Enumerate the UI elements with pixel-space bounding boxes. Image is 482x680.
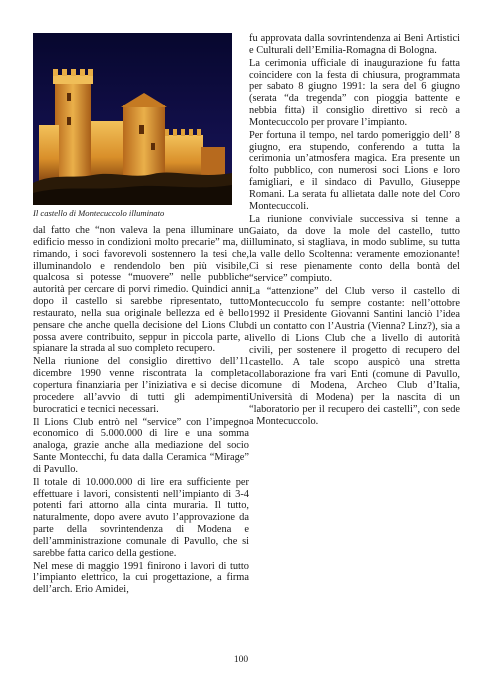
castle-photo (33, 33, 232, 205)
paragraph: Nel mese di maggio 1991 finirono i lavori di tutto l’impianto elettrico, la cui progettazione, a firma dell’arch. Erio Amidei, (33, 560, 249, 596)
paragraph: Il totale di 10.000.000 di lire era sufficiente per effettuare i lavori, consistenti nell’impianto di 3-4 potenti fari attorno alla cinta muraria. Il tutto, naturalmente, dopo avere avuto l’approvazione da parte della sovrintendenza di Modena e dell’amministrazione comunale di Pavullo, che si sarebbe fatta carico della gestione. (33, 476, 249, 559)
castle-night-photo-icon (33, 33, 232, 205)
paragraph: Nella riunione del consiglio direttivo dell’11 dicembre 1990 venne riscontrata la completa copertura finanziaria per l’iniziativa e si decise di procedere all’avvio di tutti gli adempimenti burocratici e tecnici necessari. (33, 356, 249, 415)
paragraph: Il Lions Club entrò nel “service” con l’impegno economico di 5.000.000 di lire e una somma analoga, grazie anche alla mediazione del socio Sante Montecchi, fu data dalla Ceramica “Mirage” di Pavullo. (33, 416, 249, 475)
paragraph: La riunione conviviale successiva si tenne a Gaiato, da dove la mole del castello, tutto illuminato, si stagliava, in modo sublime, su tutta la valle dello Scoltenna: veramente emozionante! Ci si rese pienamente conto della bontà del “service” compiuto. (249, 213, 460, 284)
photo-caption: Il castello di Montecuccolo illuminato (33, 208, 165, 218)
text-column-right (249, 33, 460, 429)
paragraph: La “attenzione” del Club verso il castello di Montecuccolo fu sempre costante: nell’ottobre 1992 il Presidente Giovanni Santini lanciò l’idea di un contatto con l’Austria (Vienna? Linz?), sia a livello di Lions Club che a livello di autorità civili, per sostenere il progetto di recupero del castello. A tale scopo auspicò una stretta collaborazione fra vari Enti (comune di Pavullo, comune di Modena, Archeo Club d’Italia, Università di Modena) per la nascita di un “laboratorio per il recupero dei castelli”, con sede a Montecuccolo. (249, 285, 460, 427)
paragraph: La cerimonia ufficiale di inaugurazione fu fatta coincidere con la festa di chiusura, programmata per sabato 8 giugno 1991: la sera del 6 giugno (serata “da tregenda” con pioggia battente e nebbia fitta) il consiglio direttivo si recò a Montecuccolo per provare l’impianto. (249, 57, 460, 128)
paragraph: Per fortuna il tempo, nel tardo pomeriggio dell’ 8 giugno, era stupendo, conferendo a tutta la cerimonia un’atmosfera magica. Era presente un folto pubblico, con numerosi soci Lions e loro famigliari, e il sindaco di Pavullo, Giuseppe Romani. La serata fu allietata dalle note del Coro Montecuccoli. (249, 129, 460, 212)
page-number: 100 (233, 655, 249, 665)
text-column-left (33, 225, 249, 597)
paragraph: fu approvata dalla sovrintendenza ai Beni Artistici e Culturali dell’Emilia-Romagna di Bologna. (249, 33, 460, 56)
paragraph: dal fatto che “non valeva la pena illuminare un edificio messo in condizioni molto precarie” ma, di rimando, i soci favorevoli sostennero la tesi che, illuminandolo e rendendolo ben più visibile, qualcosa si potesse “muovere” nelle pubbliche autorità per cercare di porvi rimedio. Quindici anni dopo il castello si sarebbe ripresentato, tutto restaurato, nella sua originale bellezza ed è bello pensare che anche quella decisione del Lions Club possa avere contribuito, seppur in piccola parte, a spianare la strada al suo completo recupero. (33, 225, 249, 355)
